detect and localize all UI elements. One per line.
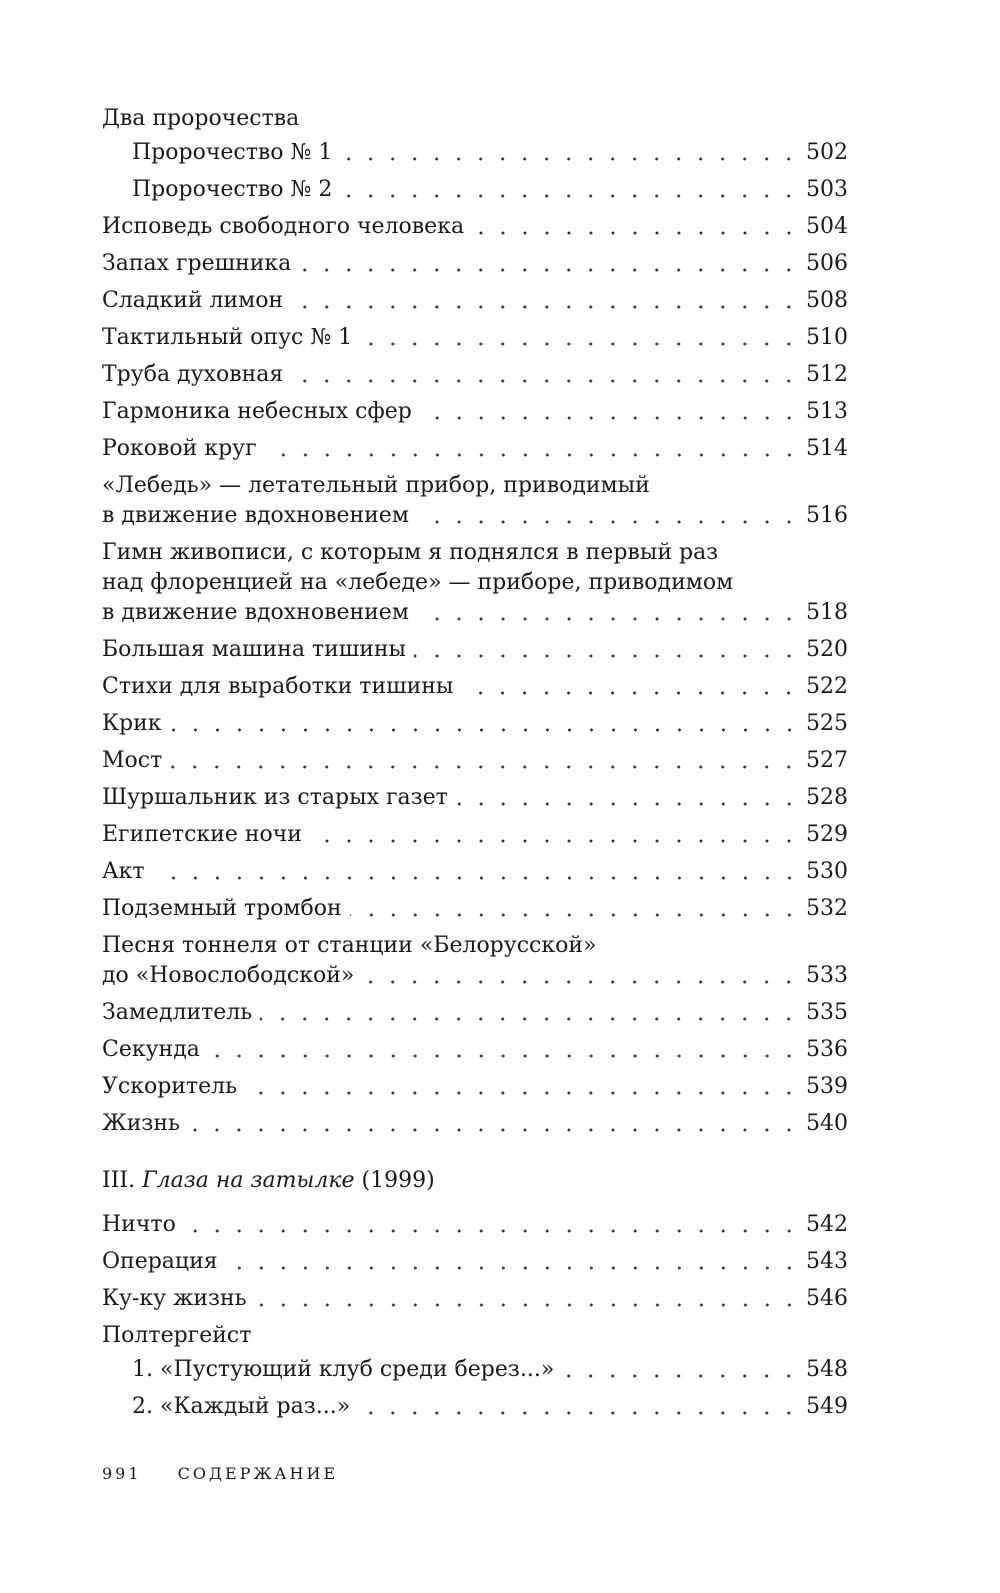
toc-entry-line <box>102 635 848 665</box>
toc-entry <box>102 1072 848 1109</box>
toc-entry-title: в движение вдохновением <box>102 503 409 528</box>
toc-entry-line <box>102 783 848 813</box>
toc-entry-title: Мост <box>102 748 163 773</box>
toc-entry-line <box>102 434 848 464</box>
toc-page-number: 504 <box>806 214 848 239</box>
dot-leader <box>562 1372 800 1380</box>
toc-entry <box>102 672 848 709</box>
toc-entry-title: Ку-ку жизнь <box>102 1286 247 1311</box>
toc-page-number: 549 <box>806 1394 848 1419</box>
toc-entry-line <box>132 175 848 205</box>
running-head: СОДЕРЖАНИЕ <box>177 1464 339 1483</box>
toc-entry-title: «Лебедь» — летательный прибор, приводимый <box>102 473 650 498</box>
toc-entry-title: Ускоритель <box>102 1074 238 1099</box>
toc-page-number: 542 <box>806 1212 848 1237</box>
toc-list-part-2 <box>102 104 848 1146</box>
toc-entry <box>102 931 848 998</box>
toc-entry-line <box>102 672 848 702</box>
toc-entry-line <box>102 1284 848 1314</box>
toc-entry-line <box>102 471 848 501</box>
toc-page-number: 508 <box>806 288 848 313</box>
toc-entry-line <box>102 1109 848 1139</box>
toc-entry <box>102 709 848 746</box>
toc-entry-title: Гармоника небесных сфер <box>102 399 412 424</box>
dot-leader <box>265 451 800 459</box>
dot-leader <box>188 1126 800 1134</box>
toc-entry <box>102 1035 848 1072</box>
toc-page-number: 512 <box>806 362 848 387</box>
toc-page-number: 513 <box>806 399 848 424</box>
toc-entry-title: 2. «Каждый раз...» <box>132 1394 351 1419</box>
toc-page-number: 548 <box>806 1357 848 1382</box>
toc-entry-title: до «Новослободской» <box>102 963 355 988</box>
dot-leader <box>420 414 800 422</box>
toc-page-number: 546 <box>806 1286 848 1311</box>
toc-entry-title: Шуршальник из старых газет <box>102 785 448 810</box>
toc-entry <box>102 323 848 360</box>
toc-entry-line <box>102 1210 848 1240</box>
toc-entry-title: 1. «Пустующий клуб среди берез...» <box>132 1357 555 1382</box>
toc-entry <box>102 138 848 175</box>
dot-leader <box>226 1264 800 1272</box>
dot-leader <box>255 1301 800 1309</box>
toc-entry <box>102 1210 848 1247</box>
dot-leader <box>170 726 800 734</box>
dot-leader <box>153 874 800 882</box>
dot-leader <box>340 155 800 163</box>
section-title: Глаза на затылке <box>142 1168 355 1193</box>
toc-entry-title: Тактильный опус № 1 <box>102 325 353 350</box>
toc-entry <box>102 471 848 538</box>
toc-entry-title: Два пророчества <box>102 106 300 131</box>
section-heading <box>102 1166 848 1210</box>
toc-entry <box>102 212 848 249</box>
toc-page-number: 503 <box>806 177 848 202</box>
toc-page-number: 543 <box>806 1249 848 1274</box>
toc-entry-line <box>102 998 848 1028</box>
toc-page-number: 533 <box>806 963 848 988</box>
table-of-contents <box>102 104 848 1429</box>
toc-entry <box>102 249 848 286</box>
toc-entry <box>102 1392 848 1429</box>
dot-leader <box>299 266 800 274</box>
dot-leader <box>260 1015 800 1023</box>
toc-entry-line <box>102 212 848 242</box>
toc-entry-title: Песня тоннеля от станции «Белорусской» <box>102 933 597 958</box>
toc-list-part-3 <box>102 1210 848 1429</box>
toc-page-number: 522 <box>806 674 848 699</box>
toc-page-number: 518 <box>806 600 848 625</box>
dot-leader <box>456 800 800 808</box>
toc-page-number: 532 <box>806 896 848 921</box>
toc-entry-line <box>102 568 848 598</box>
dot-leader <box>350 911 800 919</box>
toc-page-number: 530 <box>806 859 848 884</box>
dot-leader <box>184 1227 800 1235</box>
toc-entry-line <box>102 598 848 628</box>
toc-entry <box>102 894 848 931</box>
toc-entry-line <box>102 746 848 776</box>
toc-page-number: 536 <box>806 1037 848 1062</box>
toc-entry-title: Крик <box>102 711 162 736</box>
dot-leader <box>170 763 800 771</box>
toc-entry-title: Замедлитель <box>102 1000 253 1025</box>
dot-leader <box>360 340 800 348</box>
dot-leader <box>472 229 800 237</box>
toc-entry <box>102 538 848 635</box>
toc-entry <box>102 1284 848 1321</box>
dot-leader <box>291 377 800 385</box>
toc-entry-title: Пророчество № 2 <box>132 177 333 202</box>
page-number: 991 <box>102 1464 142 1483</box>
toc-page-number: 540 <box>806 1111 848 1136</box>
toc-entry-line <box>102 1247 848 1277</box>
dot-leader <box>208 1052 800 1060</box>
toc-entry-line <box>132 1355 848 1385</box>
toc-entry-title: Египетские ночи <box>102 822 302 847</box>
toc-entry <box>102 1109 848 1146</box>
toc-page-number: 520 <box>806 637 848 662</box>
toc-entry <box>102 1247 848 1284</box>
toc-entry-title: Операция <box>102 1249 218 1274</box>
toc-entry-line <box>102 323 848 353</box>
toc-entry <box>102 783 848 820</box>
toc-entry-line <box>102 249 848 279</box>
toc-entry-line <box>102 857 848 887</box>
toc-entry <box>102 746 848 783</box>
dot-leader <box>291 303 800 311</box>
dot-leader <box>417 615 800 623</box>
toc-entry-line <box>102 501 848 531</box>
toc-entry-line <box>102 961 848 991</box>
toc-entry-title: Труба духовная <box>102 362 284 387</box>
toc-entry <box>102 286 848 323</box>
toc-page-number: 510 <box>806 325 848 350</box>
toc-entry-line <box>102 894 848 924</box>
section-year: (1999) <box>361 1168 435 1193</box>
toc-entry-title: Стихи для выработки тишины <box>102 674 454 699</box>
toc-entry-line <box>102 1321 848 1351</box>
toc-entry-title: Пророчество № 1 <box>132 140 333 165</box>
toc-entry-title: Ничто <box>102 1212 176 1237</box>
toc-page-number: 514 <box>806 436 848 461</box>
toc-entry-line <box>102 820 848 850</box>
toc-entry-line <box>102 360 848 390</box>
toc-entry-title: Роковой круг <box>102 436 257 461</box>
toc-entry-title: Гимн живописи, с которым я поднялся в первый раз <box>102 540 719 565</box>
toc-page-number: 502 <box>806 140 848 165</box>
toc-entry <box>102 434 848 471</box>
dot-leader <box>362 978 800 986</box>
toc-entry-line <box>102 538 848 568</box>
toc-entry <box>102 820 848 857</box>
toc-entry-line <box>102 1035 848 1065</box>
dot-leader <box>417 518 800 526</box>
dot-leader <box>245 1089 800 1097</box>
toc-entry <box>102 175 848 212</box>
toc-entry-title: Полтергейст <box>102 1323 252 1348</box>
toc-entry-title: Акт <box>102 859 145 884</box>
toc-entry <box>102 635 848 672</box>
dot-leader <box>358 1409 800 1417</box>
toc-entry-title: над флоренцией на «лебеде» — приборе, приводимом <box>102 570 734 595</box>
dot-leader <box>414 652 800 660</box>
toc-entry <box>102 1321 848 1355</box>
toc-page-number: 528 <box>806 785 848 810</box>
toc-entry-line <box>102 286 848 316</box>
toc-entry <box>102 360 848 397</box>
toc-page-number: 539 <box>806 1074 848 1099</box>
dot-leader <box>461 689 800 697</box>
toc-page-number: 516 <box>806 503 848 528</box>
toc-page-number: 506 <box>806 251 848 276</box>
toc-entry-title: в движение вдохновением <box>102 600 409 625</box>
toc-entry-line <box>102 931 848 961</box>
toc-entry <box>102 397 848 434</box>
toc-entry-title: Подземный тромбон <box>102 896 342 921</box>
toc-entry-title: Жизнь <box>102 1111 181 1136</box>
toc-entry-line <box>102 397 848 427</box>
toc-entry-line <box>102 104 848 134</box>
toc-entry <box>102 998 848 1035</box>
toc-page-number: 535 <box>806 1000 848 1025</box>
toc-entry <box>102 857 848 894</box>
toc-entry <box>102 1355 848 1392</box>
toc-entry-title: Исповедь свободного человека <box>102 214 465 239</box>
toc-page-number: 529 <box>806 822 848 847</box>
dot-leader <box>310 837 800 845</box>
toc-entry-line <box>102 1072 848 1102</box>
dot-leader <box>340 192 800 200</box>
toc-entry-line <box>132 138 848 168</box>
page-footer <box>102 1464 338 1483</box>
toc-entry-line <box>132 1392 848 1422</box>
toc-entry-line <box>102 709 848 739</box>
section-number: III. <box>102 1168 136 1193</box>
toc-page-number: 527 <box>806 748 848 773</box>
toc-entry <box>102 104 848 138</box>
toc-entry-title: Запах грешника <box>102 251 292 276</box>
toc-entry-title: Большая машина тишины <box>102 637 407 662</box>
toc-entry-title: Секунда <box>102 1037 200 1062</box>
toc-page-number: 525 <box>806 711 848 736</box>
toc-entry-title: Сладкий лимон <box>102 288 284 313</box>
